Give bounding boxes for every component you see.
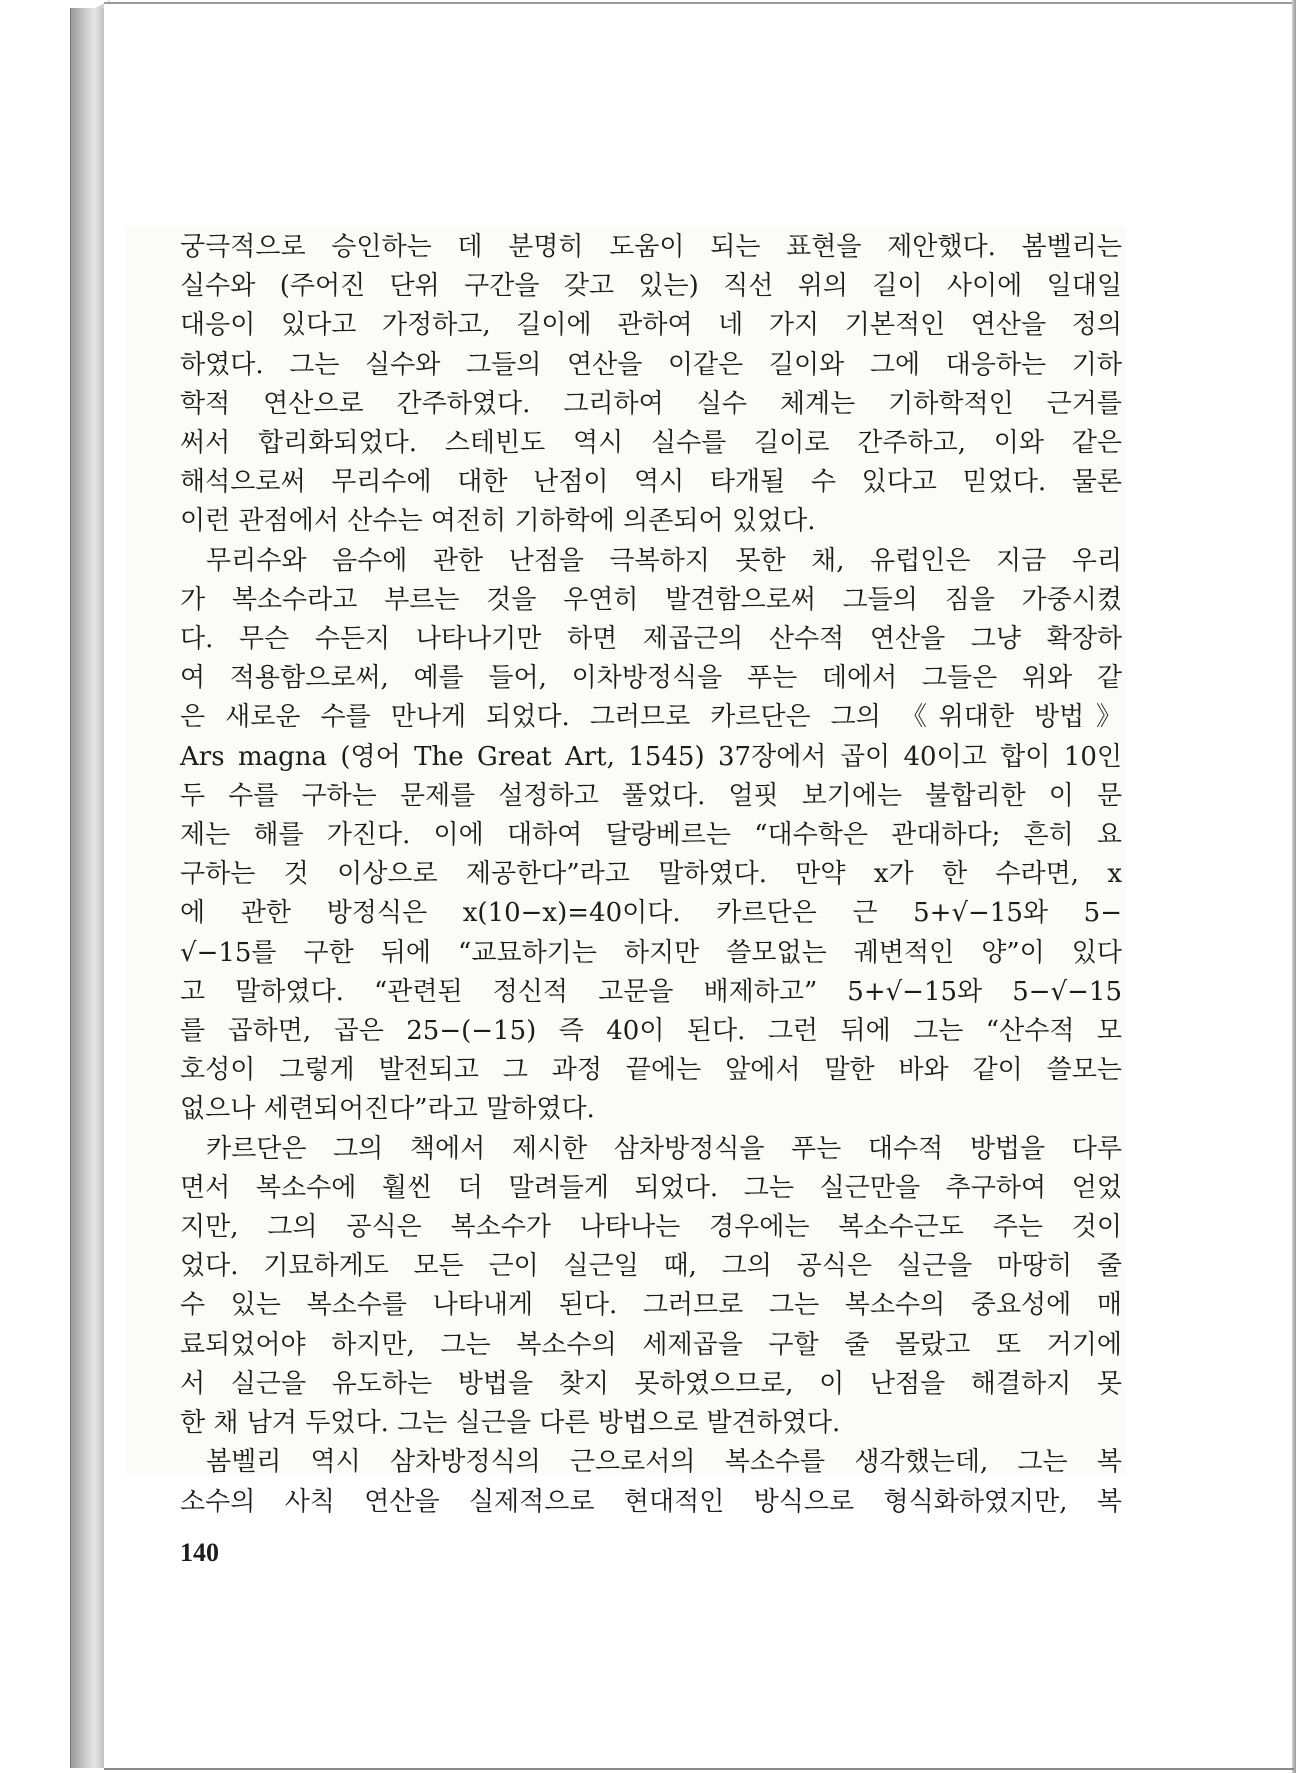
text-line: 었다. 기묘하게도 모든 근이 실근일 때, 그의 공식은 실근을 마땅히 줄 bbox=[180, 1251, 1122, 1282]
text-line: 하였다. 그는 실수와 그들의 연산을 이같은 길이와 그에 대응하는 기하 bbox=[180, 349, 1122, 380]
book-bottom-edge bbox=[104, 1768, 1294, 1770]
text-line: 한 채 남겨 두었다. 그는 실근을 다른 방법으로 발견하였다. bbox=[180, 1408, 841, 1439]
text-line: 고 말하였다. “관련된 정신적 고문을 배제하고” 5+√−15와 5−√−15 bbox=[180, 976, 1122, 1007]
text-line: 봄벨리 역시 삼차방정식의 근으로서의 복소수를 생각했는데, 그는 복 bbox=[206, 1447, 1122, 1478]
text-line: 해석으로써 무리수에 대한 난점이 역시 타개될 수 있다고 믿었다. 물론 bbox=[180, 467, 1122, 498]
text-line: 여 적용함으로써, 예를 들어, 이차방정식을 푸는 데에서 그들은 위와 같 bbox=[180, 663, 1122, 694]
text-line: 제는 해를 가진다. 이에 대하여 달랑베르는 “대수학은 관대하다; 흔히 요 bbox=[180, 820, 1122, 851]
text-line: 학적 연산으로 간주하였다. 그리하여 실수 체계는 기하학적인 근거를 bbox=[180, 388, 1122, 419]
text-line: 수 있는 복소수를 나타내게 된다. 그러므로 그는 복소수의 중요성에 매 bbox=[180, 1290, 1122, 1321]
text-line: 지만, 그의 공식은 복소수가 나타나는 경우에는 복소수근도 주는 것이 bbox=[180, 1212, 1122, 1243]
text-line: 실수와 (주어진 단위 구간을 갖고 있는) 직선 위의 길이 사이에 일대일 bbox=[180, 271, 1122, 302]
text-line: 이런 관점에서 산수는 여전히 기하학에 의존되어 있었다. bbox=[180, 506, 816, 537]
text-line: 다. 무슨 수든지 나타나기만 하면 제곱근의 산수적 연산을 그냥 확장하 bbox=[180, 624, 1122, 655]
text-line: 무리수와 음수에 관한 난점을 극복하지 못한 채, 유럽인은 지금 우리 bbox=[206, 545, 1122, 576]
text-line: 없으나 세련되어진다”라고 말하였다. bbox=[180, 1094, 595, 1125]
text-line: 구하는 것 이상으로 제공한다”라고 말하였다. 만약 x가 한 수라면, x bbox=[180, 859, 1122, 890]
text-line: Ars magna (영어 The Great Art, 1545) 37장에서 곱이 40이고 합이 10인 bbox=[180, 741, 1122, 772]
text-line: √−15를 구한 뒤에 “교묘하기는 하지만 쓸모없는 궤변적인 양”이 있다 bbox=[180, 937, 1122, 968]
text-line: 에 관한 방정식은 x(10−x)=40이다. 카르단은 근 5+√−15와 5− bbox=[180, 898, 1122, 929]
text-line: 대응이 있다고 가정하고, 길이에 관하여 네 가지 기본적인 연산을 정의 bbox=[180, 310, 1122, 341]
text-line: 소수의 사칙 연산을 실제적으로 현대적인 방식으로 형식화하였지만, 복 bbox=[180, 1486, 1122, 1517]
text-line: 서 실근을 유도하는 방법을 찾지 못하였으므로, 이 난점을 해결하지 못 bbox=[180, 1368, 1122, 1399]
book-right-edge bbox=[1292, 0, 1296, 1773]
text-line: 은 새로운 수를 만나게 되었다. 그러므로 카르단은 그의 《위대한 방법》 bbox=[180, 702, 1122, 733]
book-spine-edge bbox=[70, 8, 105, 1768]
text-line: 카르단은 그의 책에서 제시한 삼차방정식을 푸는 대수적 방법을 다루 bbox=[206, 1133, 1122, 1164]
text-line: 를 곱하면, 곱은 25−(−15) 즉 40이 된다. 그런 뒤에 그는 “산수적 모 bbox=[180, 1016, 1122, 1047]
text-line: 료되었어야 하지만, 그는 복소수의 세제곱을 구할 줄 몰랐고 또 거기에 bbox=[180, 1329, 1122, 1360]
text-line: 면서 복소수에 훨씬 더 말려들게 되었다. 그는 실근만을 추구하여 얻었 bbox=[180, 1172, 1122, 1203]
text-line: 궁극적으로 승인하는 데 분명히 도움이 되는 표현을 제안했다. 봄벨리는 bbox=[180, 232, 1122, 262]
body-text bbox=[180, 228, 1122, 1522]
text-line: 가 복소수라고 부르는 것을 우연히 발견함으로써 그들의 짐을 가중시켰 bbox=[180, 584, 1122, 615]
page-number: 140 bbox=[180, 1538, 219, 1567]
text-line: 써서 합리화되었다. 스테빈도 역시 실수를 길이로 간주하고, 이와 같은 bbox=[180, 428, 1122, 459]
text-line: 호성이 그렇게 발전되고 그 과정 끝에는 앞에서 말한 바와 같이 쓸모는 bbox=[180, 1055, 1122, 1086]
text-line: 두 수를 구하는 문제를 설정하고 풀었다. 얼핏 보기에는 불합리한 이 문 bbox=[180, 780, 1122, 811]
